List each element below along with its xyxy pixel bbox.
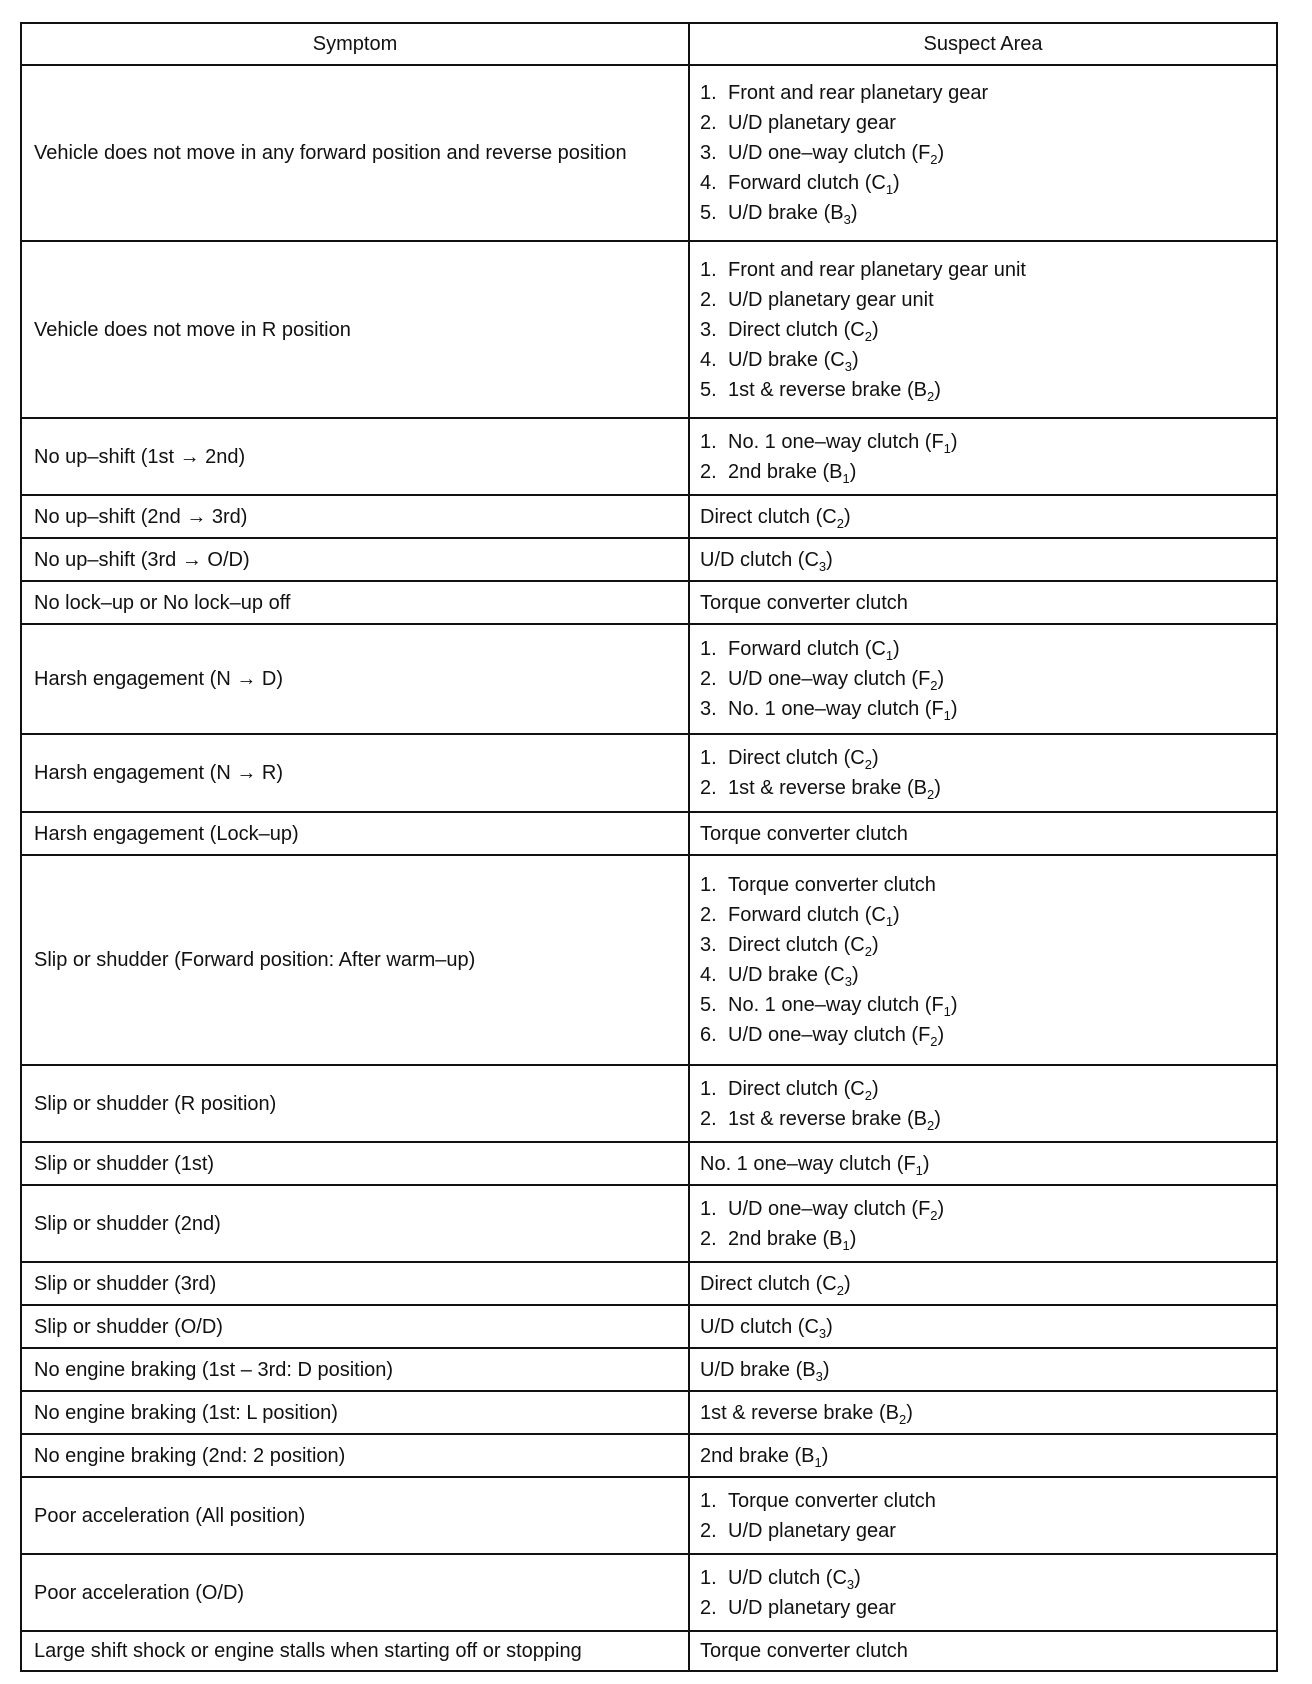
item-text: U/D one–way clutch (F [728, 142, 931, 164]
item-number: 4. [700, 172, 717, 194]
item-text-end: ) [849, 1227, 857, 1250]
item-text: Torque converter clutch [700, 822, 908, 845]
item-text-end: ) [906, 1401, 913, 1424]
item-subscript: 1 [814, 1454, 822, 1470]
item-text: Direct clutch (C [728, 934, 865, 956]
item-text-end: ) [893, 904, 900, 926]
suspect-item [700, 930, 1266, 960]
item-number: 3. [700, 698, 717, 720]
suspect-area-cell [689, 538, 1277, 581]
suspect-item [700, 664, 1266, 694]
item-subscript: 2 [864, 757, 872, 772]
suspect-area-cell [689, 1554, 1277, 1631]
suspect-area-cell [689, 734, 1277, 812]
item-subscript: 2 [864, 944, 872, 959]
item-text-end: ) [854, 1566, 861, 1589]
item-text: Front and rear planetary gear [728, 82, 989, 104]
symptom-cell: Slip or shudder (2nd) [21, 1185, 689, 1262]
item-number: 2. [700, 112, 717, 134]
item-text: U/D clutch (C [728, 1566, 847, 1589]
item-text-end: ) [843, 1272, 851, 1295]
item-text: Torque converter clutch [728, 874, 936, 896]
item-text-end: ) [937, 142, 945, 164]
suspect-item [700, 743, 1266, 773]
item-number: 2. [700, 1107, 717, 1130]
symptom-cell: Poor acceleration (All position) [21, 1477, 689, 1554]
suspect-item [700, 1516, 1266, 1546]
item-number: 6. [700, 1024, 717, 1046]
item-subscript: 3 [844, 974, 852, 989]
table-row [21, 1631, 1277, 1671]
suspect-area-cell [689, 495, 1277, 538]
item-text-end: ) [937, 1024, 945, 1046]
suspect-item [700, 138, 1266, 168]
item-number: 1. [700, 1197, 717, 1220]
item-subscript: 1 [842, 1237, 850, 1253]
table-row [21, 855, 1277, 1065]
symptom-cell: No up–shift (2nd → 3rd) [21, 495, 689, 538]
item-text: Direct clutch (C [700, 505, 837, 528]
suspect-item [700, 198, 1266, 228]
suspect-item [700, 990, 1266, 1020]
item-text-end: ) [950, 698, 958, 720]
suspect-item [700, 588, 1266, 618]
item-text: Forward clutch (C [728, 172, 886, 194]
symptom-cell: Harsh engagement (N → D) [21, 624, 689, 734]
symptom-cell: Slip or shudder (Forward position: After warm–up) [21, 855, 689, 1065]
item-subscript: 1 [915, 1162, 923, 1178]
table-row [21, 581, 1277, 624]
item-number: 3. [700, 142, 717, 164]
table-row [21, 1391, 1277, 1434]
item-text-end: ) [950, 994, 958, 1016]
suspect-area-cell [689, 1065, 1277, 1142]
suspect-item [700, 1636, 1266, 1666]
item-number: 2. [700, 288, 717, 311]
item-text-end: ) [871, 318, 879, 341]
table-row [21, 734, 1277, 812]
item-number: 4. [700, 964, 717, 986]
item-text-end: ) [851, 348, 859, 371]
table-row [21, 812, 1277, 855]
symptom-cell: Slip or shudder (O/D) [21, 1305, 689, 1348]
item-number: 2. [700, 668, 717, 690]
suspect-area-cell [689, 241, 1277, 418]
suspect-item [700, 1486, 1266, 1516]
table-row [21, 1185, 1277, 1262]
item-text: No. 1 one–way clutch (F [728, 994, 944, 1016]
item-number: 1. [700, 1489, 717, 1512]
suspect-area-cell [689, 1631, 1277, 1671]
item-number: 5. [700, 378, 717, 401]
suspect-item [700, 375, 1266, 405]
table-row [21, 1065, 1277, 1142]
item-text-end: ) [871, 1077, 879, 1100]
suspect-area-cell [689, 581, 1277, 624]
symptom-cell: No engine braking (2nd: 2 position) [21, 1434, 689, 1477]
table-row [21, 495, 1277, 538]
item-text: No. 1 one–way clutch (F [728, 430, 944, 453]
item-text: U/D planetary gear [728, 112, 896, 134]
suspect-item [700, 1563, 1266, 1593]
suspect-item [700, 345, 1266, 375]
item-text-end: ) [922, 1152, 930, 1175]
item-text: U/D one–way clutch (F [728, 1024, 931, 1046]
item-text: Torque converter clutch [728, 1489, 936, 1512]
item-subscript: 1 [885, 914, 894, 929]
item-text: Torque converter clutch [700, 591, 908, 614]
item-subscript: 3 [843, 212, 851, 227]
suspect-item [700, 285, 1266, 315]
item-subscript: 1 [943, 1004, 951, 1019]
suspect-area-cell [689, 624, 1277, 734]
table-row [21, 624, 1277, 734]
item-text: U/D brake (C [728, 348, 845, 371]
suspect-item [700, 1194, 1266, 1224]
item-subscript: 1 [943, 708, 951, 723]
item-number: 1. [700, 82, 717, 104]
table-body [21, 65, 1277, 1671]
table-row [21, 1262, 1277, 1305]
table-row [21, 241, 1277, 418]
item-text-end: ) [822, 1358, 830, 1381]
suspect-item [700, 1074, 1266, 1104]
table-row [21, 1554, 1277, 1631]
symptom-cell: Harsh engagement (Lock–up) [21, 812, 689, 855]
item-text: Torque converter clutch [700, 1640, 908, 1662]
suspect-item [700, 1398, 1266, 1428]
item-text: No. 1 one–way clutch (F [728, 698, 944, 720]
item-text-end: ) [950, 430, 958, 453]
suspect-area-cell [689, 812, 1277, 855]
suspect-area-column-header: Suspect Area [689, 23, 1277, 65]
item-text: U/D planetary gear [728, 1596, 896, 1619]
item-text: U/D clutch (C [700, 1315, 819, 1338]
suspect-area-cell [689, 1391, 1277, 1434]
item-text-end: ) [937, 668, 945, 690]
suspect-area-cell [689, 1142, 1277, 1185]
item-number: 1. [700, 874, 717, 896]
item-text-end: ) [893, 638, 900, 660]
suspect-area-cell [689, 1348, 1277, 1391]
item-subscript: 1 [885, 648, 894, 663]
header-row [21, 23, 1277, 65]
item-subscript: 1 [842, 470, 850, 486]
suspect-item [700, 1441, 1266, 1471]
item-text: 1st & reverse brake (B [700, 1401, 899, 1424]
table-row [21, 538, 1277, 581]
item-text-end: ) [934, 1107, 941, 1130]
item-text: U/D one–way clutch (F [728, 668, 931, 690]
symptom-cell: Harsh engagement (N → R) [21, 734, 689, 812]
suspect-area-cell [689, 1305, 1277, 1348]
suspect-area-cell [689, 855, 1277, 1065]
suspect-item [700, 634, 1266, 664]
symptom-column-header: Symptom [21, 23, 689, 65]
troubleshooting-table [20, 22, 1278, 1672]
item-text-end: ) [821, 1444, 829, 1467]
item-text: Direct clutch (C [728, 1077, 865, 1100]
item-number: 1. [700, 747, 717, 769]
item-text: No. 1 one–way clutch (F [700, 1152, 916, 1175]
suspect-item [700, 1593, 1266, 1623]
table-row [21, 1305, 1277, 1348]
table-row [21, 418, 1277, 495]
suspect-item [700, 694, 1266, 724]
symptom-cell: Vehicle does not move in any forward position and reverse position [21, 65, 689, 241]
item-subscript: 3 [815, 1368, 823, 1384]
item-subscript: 2 [864, 1087, 872, 1103]
symptom-cell: Slip or shudder (1st) [21, 1142, 689, 1185]
suspect-area-cell [689, 1477, 1277, 1554]
item-number: 2. [700, 777, 717, 799]
item-subscript: 2 [930, 678, 938, 693]
item-number: 2. [700, 460, 717, 483]
item-subscript: 2 [864, 328, 872, 344]
item-subscript: 2 [930, 1034, 938, 1049]
suspect-item [700, 819, 1266, 849]
item-number: 3. [700, 934, 717, 956]
suspect-area-cell [689, 1434, 1277, 1477]
symptom-cell: No lock–up or No lock–up off [21, 581, 689, 624]
item-number: 3. [700, 318, 717, 341]
suspect-item [700, 1355, 1266, 1385]
item-text: U/D clutch (C [700, 548, 819, 571]
item-text: U/D brake (B [728, 202, 844, 224]
table-header [21, 23, 1277, 65]
suspect-item [700, 1020, 1266, 1050]
item-text: Forward clutch (C [728, 638, 886, 660]
item-text: Direct clutch (C [700, 1272, 837, 1295]
item-text-end: ) [851, 964, 859, 986]
item-text: Direct clutch (C [728, 318, 865, 341]
item-text-end: ) [893, 172, 900, 194]
symptom-cell: Poor acceleration (O/D) [21, 1554, 689, 1631]
item-number: 2. [700, 1596, 717, 1619]
suspect-item [700, 1104, 1266, 1134]
item-text: Forward clutch (C [728, 904, 886, 926]
symptom-cell: No up–shift (1st → 2nd) [21, 418, 689, 495]
suspect-item [700, 900, 1266, 930]
item-text: U/D planetary gear unit [728, 288, 934, 311]
suspect-item [700, 1224, 1266, 1254]
item-number: 2. [700, 1519, 717, 1542]
item-subscript: 2 [930, 1207, 938, 1223]
suspect-item [700, 960, 1266, 990]
item-subscript: 2 [836, 1282, 844, 1298]
symptom-cell: Large shift shock or engine stalls when starting off or stopping [21, 1631, 689, 1671]
item-number: 1. [700, 430, 717, 453]
suspect-area-cell [689, 418, 1277, 495]
item-text-end: ) [850, 202, 858, 224]
table-row [21, 1142, 1277, 1185]
symptom-cell: Slip or shudder (R position) [21, 1065, 689, 1142]
item-number: 1. [700, 1077, 717, 1100]
item-number: 5. [700, 994, 717, 1016]
suspect-item [700, 1269, 1266, 1299]
item-number: 1. [700, 638, 717, 660]
item-text: U/D one–way clutch (F [728, 1197, 931, 1220]
item-text: 2nd brake (B [728, 1227, 843, 1250]
item-subscript: 1 [885, 182, 894, 197]
item-number: 2. [700, 1227, 717, 1250]
suspect-item [700, 457, 1266, 487]
table-row [21, 1477, 1277, 1554]
item-text-end: ) [849, 460, 857, 483]
suspect-item [700, 108, 1266, 138]
item-number: 5. [700, 202, 717, 224]
item-subscript: 3 [846, 1576, 855, 1592]
suspect-area-cell [689, 1185, 1277, 1262]
item-subscript: 2 [930, 152, 938, 167]
suspect-item [700, 773, 1266, 803]
item-number: 1. [700, 258, 717, 281]
item-number: 4. [700, 348, 717, 371]
suspect-item [700, 78, 1266, 108]
symptom-cell: No up–shift (3rd → O/D) [21, 538, 689, 581]
table-row [21, 65, 1277, 241]
suspect-area-cell [689, 65, 1277, 241]
item-text: 2nd brake (B [728, 460, 843, 483]
item-text: 1st & reverse brake (B [728, 777, 927, 799]
symptom-cell: Vehicle does not move in R position [21, 241, 689, 418]
item-number: 1. [700, 1566, 717, 1589]
suspect-item [700, 255, 1266, 285]
suspect-item [700, 502, 1266, 532]
item-text-end: ) [934, 378, 941, 401]
symptom-cell: No engine braking (1st: L position) [21, 1391, 689, 1434]
item-text-end: ) [934, 777, 941, 799]
item-number: 2. [700, 904, 717, 926]
item-subscript: 2 [836, 515, 844, 531]
suspect-item [700, 1312, 1266, 1342]
symptom-cell: No engine braking (1st – 3rd: D position) [21, 1348, 689, 1391]
item-subscript: 3 [844, 358, 852, 374]
suspect-area-cell [689, 1262, 1277, 1305]
suspect-item [700, 545, 1266, 575]
item-text: U/D brake (B [700, 1358, 816, 1381]
suspect-item [700, 1149, 1266, 1179]
item-subscript: 3 [818, 1325, 827, 1341]
item-text: 1st & reverse brake (B [728, 1107, 927, 1130]
item-text: Front and rear planetary gear unit [728, 258, 1026, 281]
symptom-cell: Slip or shudder (3rd) [21, 1262, 689, 1305]
item-subscript: 2 [898, 1411, 907, 1427]
item-text: U/D brake (C [728, 964, 845, 986]
item-subscript: 3 [818, 558, 827, 574]
item-text-end: ) [843, 505, 851, 528]
item-subscript: 2 [926, 1117, 935, 1133]
item-text: Direct clutch (C [728, 747, 865, 769]
suspect-item [700, 315, 1266, 345]
suspect-item [700, 168, 1266, 198]
item-subscript: 2 [926, 388, 935, 404]
suspect-item [700, 427, 1266, 457]
item-text: 2nd brake (B [700, 1444, 815, 1467]
item-text: 1st & reverse brake (B [728, 378, 927, 401]
item-subscript: 1 [943, 440, 951, 456]
item-text-end: ) [826, 548, 833, 571]
item-text-end: ) [826, 1315, 833, 1338]
item-text-end: ) [871, 934, 879, 956]
suspect-item [700, 870, 1266, 900]
item-text: U/D planetary gear [728, 1519, 896, 1542]
table-row [21, 1434, 1277, 1477]
item-subscript: 2 [926, 787, 935, 802]
item-text-end: ) [871, 747, 879, 769]
table-row [21, 1348, 1277, 1391]
item-text-end: ) [937, 1197, 945, 1220]
